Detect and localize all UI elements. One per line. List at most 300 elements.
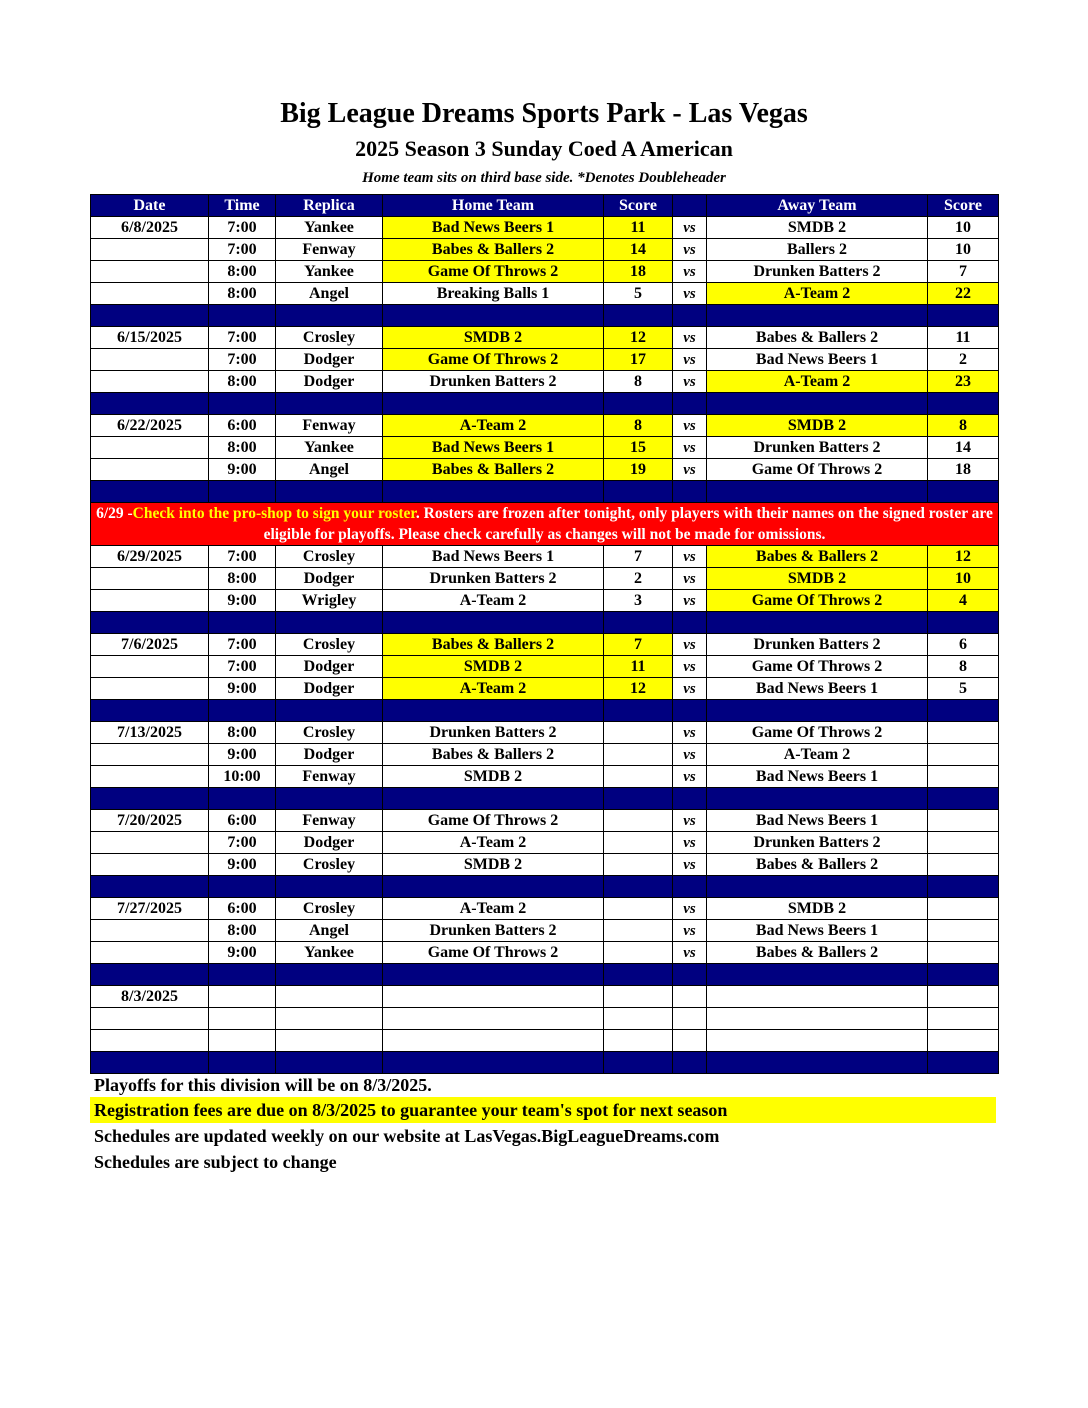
date-cell bbox=[91, 283, 209, 305]
separator-cell bbox=[383, 700, 604, 722]
separator-cell bbox=[707, 964, 928, 986]
replica-cell: Crosley bbox=[276, 634, 383, 656]
vs-cell: vs bbox=[673, 832, 707, 854]
away-score-cell: 22 bbox=[928, 283, 999, 305]
home-team-cell bbox=[383, 1030, 604, 1052]
home-score-cell: 14 bbox=[604, 239, 673, 261]
game-row bbox=[91, 459, 999, 481]
away-score-cell: 10 bbox=[928, 217, 999, 239]
vs-cell: vs bbox=[673, 546, 707, 568]
separator-cell bbox=[604, 393, 673, 415]
separator-cell bbox=[928, 393, 999, 415]
replica-cell: Crosley bbox=[276, 546, 383, 568]
home-score-cell: 12 bbox=[604, 327, 673, 349]
time-cell: 6:00 bbox=[209, 898, 276, 920]
home-score-cell bbox=[604, 1030, 673, 1052]
game-row bbox=[91, 810, 999, 832]
home-score-cell: 17 bbox=[604, 349, 673, 371]
website-note: Schedules are updated weekly on our website at LasVegas.BigLeagueDreams.com bbox=[94, 1126, 720, 1146]
away-team-cell: Bad News Beers 1 bbox=[707, 349, 928, 371]
separator-cell bbox=[707, 612, 928, 634]
vs-cell: vs bbox=[673, 459, 707, 481]
vs-cell: vs bbox=[673, 437, 707, 459]
separator-cell bbox=[91, 1052, 209, 1074]
separator-cell bbox=[91, 700, 209, 722]
schedule-table bbox=[90, 194, 999, 1074]
game-row bbox=[91, 239, 999, 261]
replica-cell: Fenway bbox=[276, 766, 383, 788]
subject-note: Schedules are subject to change bbox=[94, 1152, 337, 1172]
time-cell: 8:00 bbox=[209, 371, 276, 393]
away-score-cell bbox=[928, 1008, 999, 1030]
date-cell: 6/15/2025 bbox=[91, 327, 209, 349]
home-score-cell bbox=[604, 854, 673, 876]
separator-cell bbox=[673, 876, 707, 898]
vs-cell: vs bbox=[673, 656, 707, 678]
home-score-cell: 19 bbox=[604, 459, 673, 481]
home-team-cell: Game Of Throws 2 bbox=[383, 942, 604, 964]
vs-cell: vs bbox=[673, 568, 707, 590]
vs-cell: vs bbox=[673, 283, 707, 305]
away-team-cell: Game Of Throws 2 bbox=[707, 459, 928, 481]
away-score-cell: 8 bbox=[928, 415, 999, 437]
time-cell: 8:00 bbox=[209, 920, 276, 942]
home-team-cell: A-Team 2 bbox=[383, 832, 604, 854]
home-team-cell: Drunken Batters 2 bbox=[383, 371, 604, 393]
vs-cell bbox=[673, 1008, 707, 1030]
vs-cell bbox=[673, 1030, 707, 1052]
notice-text: . Rosters are frozen after tonight, only players with their names on the signed roster are eligible for playoffs. Please check carefully as changes will not be made for omissions. bbox=[263, 505, 993, 543]
column-header: Date bbox=[91, 195, 209, 217]
separator-cell bbox=[383, 876, 604, 898]
home-team-cell: Game Of Throws 2 bbox=[383, 349, 604, 371]
separator-cell bbox=[276, 393, 383, 415]
separator-cell bbox=[383, 612, 604, 634]
separator-cell bbox=[383, 1052, 604, 1074]
separator-cell bbox=[707, 481, 928, 503]
replica-cell: Fenway bbox=[276, 415, 383, 437]
separator-cell bbox=[928, 305, 999, 327]
home-team-cell: Babes & Ballers 2 bbox=[383, 634, 604, 656]
game-row bbox=[91, 349, 999, 371]
notice-prefix: 6/29 - bbox=[96, 505, 133, 522]
home-score-cell: 12 bbox=[604, 678, 673, 700]
week-separator bbox=[91, 964, 999, 986]
away-team-cell: Drunken Batters 2 bbox=[707, 437, 928, 459]
separator-cell bbox=[276, 876, 383, 898]
separator-cell bbox=[91, 788, 209, 810]
date-cell: 6/8/2025 bbox=[91, 217, 209, 239]
away-score-cell bbox=[928, 832, 999, 854]
vs-cell: vs bbox=[673, 239, 707, 261]
away-team-cell: Bad News Beers 1 bbox=[707, 766, 928, 788]
column-header: Score bbox=[928, 195, 999, 217]
date-cell bbox=[91, 1008, 209, 1030]
away-score-cell: 14 bbox=[928, 437, 999, 459]
home-team-cell: A-Team 2 bbox=[383, 898, 604, 920]
time-cell: 6:00 bbox=[209, 415, 276, 437]
replica-cell: Yankee bbox=[276, 217, 383, 239]
away-team-cell: Game Of Throws 2 bbox=[707, 656, 928, 678]
home-score-cell bbox=[604, 986, 673, 1008]
time-cell: 8:00 bbox=[209, 261, 276, 283]
game-row bbox=[91, 415, 999, 437]
time-cell: 8:00 bbox=[209, 568, 276, 590]
home-score-cell bbox=[604, 898, 673, 920]
home-score-cell bbox=[604, 832, 673, 854]
away-team-cell: Game Of Throws 2 bbox=[707, 590, 928, 612]
vs-cell: vs bbox=[673, 920, 707, 942]
date-cell bbox=[91, 678, 209, 700]
week-separator bbox=[91, 305, 999, 327]
date-cell bbox=[91, 437, 209, 459]
column-header bbox=[673, 195, 707, 217]
game-row bbox=[91, 920, 999, 942]
home-score-cell: 7 bbox=[604, 634, 673, 656]
game-row bbox=[91, 327, 999, 349]
date-cell bbox=[91, 744, 209, 766]
away-score-cell bbox=[928, 986, 999, 1008]
home-score-cell bbox=[604, 722, 673, 744]
home-score-cell: 11 bbox=[604, 217, 673, 239]
away-team-cell: A-Team 2 bbox=[707, 371, 928, 393]
away-score-cell: 2 bbox=[928, 349, 999, 371]
game-row bbox=[91, 437, 999, 459]
separator-cell bbox=[928, 964, 999, 986]
playoffs-note: Playoffs for this division will be on 8/3/2025. bbox=[94, 1075, 432, 1095]
replica-cell bbox=[276, 986, 383, 1008]
replica-cell: Fenway bbox=[276, 239, 383, 261]
game-row bbox=[91, 656, 999, 678]
column-header: Home Team bbox=[383, 195, 604, 217]
home-team-cell: Game Of Throws 2 bbox=[383, 261, 604, 283]
time-cell: 7:00 bbox=[209, 217, 276, 239]
separator-cell bbox=[673, 393, 707, 415]
replica-cell: Crosley bbox=[276, 854, 383, 876]
game-row bbox=[91, 678, 999, 700]
away-score-cell bbox=[928, 1030, 999, 1052]
separator-cell bbox=[673, 612, 707, 634]
time-cell: 7:00 bbox=[209, 349, 276, 371]
separator-cell bbox=[928, 876, 999, 898]
replica-cell: Yankee bbox=[276, 261, 383, 283]
home-team-cell: Bad News Beers 1 bbox=[383, 546, 604, 568]
separator-cell bbox=[209, 305, 276, 327]
game-row bbox=[91, 590, 999, 612]
away-team-cell: Babes & Ballers 2 bbox=[707, 327, 928, 349]
separator-cell bbox=[209, 1052, 276, 1074]
time-cell: 8:00 bbox=[209, 437, 276, 459]
away-team-cell bbox=[707, 1030, 928, 1052]
game-row bbox=[91, 634, 999, 656]
home-team-cell: Babes & Ballers 2 bbox=[383, 459, 604, 481]
separator-cell bbox=[673, 305, 707, 327]
separator-cell bbox=[91, 876, 209, 898]
separator-cell bbox=[673, 964, 707, 986]
home-team-cell: Drunken Batters 2 bbox=[383, 568, 604, 590]
separator-cell bbox=[276, 305, 383, 327]
separator-cell bbox=[209, 481, 276, 503]
time-cell: 7:00 bbox=[209, 327, 276, 349]
away-score-cell: 8 bbox=[928, 656, 999, 678]
week-separator bbox=[91, 612, 999, 634]
away-score-cell bbox=[928, 854, 999, 876]
vs-cell: vs bbox=[673, 415, 707, 437]
separator-cell bbox=[604, 305, 673, 327]
time-cell: 8:00 bbox=[209, 283, 276, 305]
replica-cell: Angel bbox=[276, 920, 383, 942]
date-cell bbox=[91, 239, 209, 261]
replica-cell: Angel bbox=[276, 283, 383, 305]
roster-notice-row bbox=[91, 503, 999, 546]
time-cell bbox=[209, 1030, 276, 1052]
page-subtitle: 2025 Season 3 Sunday Coed A American bbox=[355, 136, 733, 161]
away-team-cell: Babes & Ballers 2 bbox=[707, 854, 928, 876]
replica-cell: Yankee bbox=[276, 942, 383, 964]
away-score-cell: 10 bbox=[928, 239, 999, 261]
time-cell: 7:00 bbox=[209, 832, 276, 854]
week-separator bbox=[91, 1052, 999, 1074]
replica-cell: Dodger bbox=[276, 744, 383, 766]
separator-cell bbox=[209, 876, 276, 898]
separator-cell bbox=[383, 481, 604, 503]
replica-cell: Dodger bbox=[276, 371, 383, 393]
week-separator bbox=[91, 700, 999, 722]
date-cell bbox=[91, 1030, 209, 1052]
separator-cell bbox=[209, 788, 276, 810]
home-score-cell: 8 bbox=[604, 415, 673, 437]
away-score-cell bbox=[928, 942, 999, 964]
date-cell: 7/6/2025 bbox=[91, 634, 209, 656]
separator-cell bbox=[383, 964, 604, 986]
home-team-cell: A-Team 2 bbox=[383, 415, 604, 437]
vs-cell: vs bbox=[673, 590, 707, 612]
separator-cell bbox=[928, 612, 999, 634]
time-cell: 9:00 bbox=[209, 744, 276, 766]
vs-cell: vs bbox=[673, 327, 707, 349]
vs-cell: vs bbox=[673, 371, 707, 393]
home-team-cell: Babes & Ballers 2 bbox=[383, 239, 604, 261]
home-team-note: Home team sits on third base side. *Denotes Doubleheader bbox=[362, 170, 726, 186]
separator-cell bbox=[604, 612, 673, 634]
replica-cell: Yankee bbox=[276, 437, 383, 459]
home-score-cell bbox=[604, 744, 673, 766]
game-row bbox=[91, 283, 999, 305]
away-team-cell: SMDB 2 bbox=[707, 898, 928, 920]
vs-cell: vs bbox=[673, 810, 707, 832]
game-row bbox=[91, 986, 999, 1008]
date-cell bbox=[91, 261, 209, 283]
away-score-cell: 23 bbox=[928, 371, 999, 393]
date-cell: 6/22/2025 bbox=[91, 415, 209, 437]
date-cell: 7/13/2025 bbox=[91, 722, 209, 744]
separator-cell bbox=[928, 788, 999, 810]
date-cell bbox=[91, 832, 209, 854]
date-cell: 7/20/2025 bbox=[91, 810, 209, 832]
table-header-row bbox=[91, 195, 999, 217]
away-score-cell bbox=[928, 744, 999, 766]
home-team-cell: SMDB 2 bbox=[383, 766, 604, 788]
separator-cell bbox=[604, 876, 673, 898]
replica-cell: Crosley bbox=[276, 898, 383, 920]
date-cell bbox=[91, 656, 209, 678]
vs-cell: vs bbox=[673, 898, 707, 920]
game-row bbox=[91, 217, 999, 239]
home-score-cell: 5 bbox=[604, 283, 673, 305]
home-team-cell: Babes & Ballers 2 bbox=[383, 744, 604, 766]
time-cell: 7:00 bbox=[209, 546, 276, 568]
notice-highlight: Check into the pro-shop to sign your roster bbox=[132, 505, 416, 522]
time-cell: 9:00 bbox=[209, 942, 276, 964]
home-team-cell: Drunken Batters 2 bbox=[383, 920, 604, 942]
separator-cell bbox=[707, 393, 928, 415]
home-team-cell: SMDB 2 bbox=[383, 327, 604, 349]
game-row bbox=[91, 766, 999, 788]
separator-cell bbox=[91, 612, 209, 634]
separator-cell bbox=[604, 788, 673, 810]
home-score-cell bbox=[604, 766, 673, 788]
game-row bbox=[91, 546, 999, 568]
separator-cell bbox=[604, 700, 673, 722]
replica-cell: Dodger bbox=[276, 656, 383, 678]
home-team-cell: Breaking Balls 1 bbox=[383, 283, 604, 305]
time-cell: 7:00 bbox=[209, 656, 276, 678]
separator-cell bbox=[928, 1052, 999, 1074]
separator-cell bbox=[673, 700, 707, 722]
time-cell bbox=[209, 1008, 276, 1030]
separator-cell bbox=[209, 612, 276, 634]
column-header: Time bbox=[209, 195, 276, 217]
separator-cell bbox=[276, 612, 383, 634]
time-cell: 7:00 bbox=[209, 239, 276, 261]
time-cell: 9:00 bbox=[209, 590, 276, 612]
week-separator bbox=[91, 788, 999, 810]
schedule-body bbox=[91, 217, 999, 1074]
away-team-cell: Game Of Throws 2 bbox=[707, 722, 928, 744]
separator-cell bbox=[276, 700, 383, 722]
separator-cell bbox=[209, 393, 276, 415]
away-team-cell: Babes & Ballers 2 bbox=[707, 546, 928, 568]
home-score-cell bbox=[604, 810, 673, 832]
column-header: Replica bbox=[276, 195, 383, 217]
home-team-cell: A-Team 2 bbox=[383, 590, 604, 612]
separator-cell bbox=[604, 481, 673, 503]
away-team-cell: SMDB 2 bbox=[707, 415, 928, 437]
replica-cell: Wrigley bbox=[276, 590, 383, 612]
separator-cell bbox=[91, 481, 209, 503]
replica-cell: Dodger bbox=[276, 832, 383, 854]
separator-cell bbox=[209, 964, 276, 986]
away-team-cell bbox=[707, 1008, 928, 1030]
time-cell bbox=[209, 986, 276, 1008]
separator-cell bbox=[673, 1052, 707, 1074]
replica-cell bbox=[276, 1008, 383, 1030]
time-cell: 8:00 bbox=[209, 722, 276, 744]
game-row bbox=[91, 261, 999, 283]
date-cell bbox=[91, 349, 209, 371]
game-row bbox=[91, 942, 999, 964]
roster-notice bbox=[91, 503, 999, 546]
home-team-cell bbox=[383, 1008, 604, 1030]
home-team-cell: Game Of Throws 2 bbox=[383, 810, 604, 832]
replica-cell: Crosley bbox=[276, 722, 383, 744]
home-score-cell: 7 bbox=[604, 546, 673, 568]
separator-cell bbox=[707, 1052, 928, 1074]
vs-cell: vs bbox=[673, 349, 707, 371]
separator-cell bbox=[928, 481, 999, 503]
vs-cell: vs bbox=[673, 261, 707, 283]
away-score-cell: 4 bbox=[928, 590, 999, 612]
time-cell: 9:00 bbox=[209, 678, 276, 700]
separator-cell bbox=[604, 1052, 673, 1074]
vs-cell: vs bbox=[673, 634, 707, 656]
home-score-cell: 15 bbox=[604, 437, 673, 459]
vs-cell bbox=[673, 986, 707, 1008]
page-title: Big League Dreams Sports Park - Las Vegas bbox=[280, 98, 808, 129]
away-score-cell bbox=[928, 722, 999, 744]
home-team-cell: Bad News Beers 1 bbox=[383, 437, 604, 459]
away-team-cell: SMDB 2 bbox=[707, 217, 928, 239]
game-row bbox=[91, 568, 999, 590]
away-score-cell: 5 bbox=[928, 678, 999, 700]
game-row bbox=[91, 1008, 999, 1030]
separator-cell bbox=[209, 700, 276, 722]
away-team-cell: A-Team 2 bbox=[707, 744, 928, 766]
game-row bbox=[91, 854, 999, 876]
date-cell: 8/3/2025 bbox=[91, 986, 209, 1008]
away-score-cell bbox=[928, 898, 999, 920]
away-score-cell bbox=[928, 920, 999, 942]
away-team-cell: Bad News Beers 1 bbox=[707, 810, 928, 832]
away-score-cell: 10 bbox=[928, 568, 999, 590]
time-cell: 10:00 bbox=[209, 766, 276, 788]
separator-cell bbox=[707, 876, 928, 898]
away-score-cell: 12 bbox=[928, 546, 999, 568]
date-cell bbox=[91, 371, 209, 393]
column-header: Score bbox=[604, 195, 673, 217]
separator-cell bbox=[604, 964, 673, 986]
game-row bbox=[91, 744, 999, 766]
game-row bbox=[91, 898, 999, 920]
away-team-cell: A-Team 2 bbox=[707, 283, 928, 305]
vs-cell: vs bbox=[673, 722, 707, 744]
away-score-cell: 6 bbox=[928, 634, 999, 656]
away-score-cell: 11 bbox=[928, 327, 999, 349]
replica-cell: Dodger bbox=[276, 349, 383, 371]
week-separator bbox=[91, 393, 999, 415]
separator-cell bbox=[383, 393, 604, 415]
separator-cell bbox=[707, 788, 928, 810]
date-cell bbox=[91, 568, 209, 590]
game-row bbox=[91, 371, 999, 393]
vs-cell: vs bbox=[673, 854, 707, 876]
vs-cell: vs bbox=[673, 942, 707, 964]
separator-cell bbox=[707, 305, 928, 327]
replica-cell: Angel bbox=[276, 459, 383, 481]
separator-cell bbox=[91, 305, 209, 327]
away-team-cell: Bad News Beers 1 bbox=[707, 920, 928, 942]
away-team-cell: Drunken Batters 2 bbox=[707, 261, 928, 283]
separator-cell bbox=[276, 1052, 383, 1074]
game-row bbox=[91, 832, 999, 854]
registration-note: Registration fees are due on 8/3/2025 to guarantee your team's spot for next season bbox=[90, 1097, 996, 1123]
replica-cell: Crosley bbox=[276, 327, 383, 349]
separator-cell bbox=[673, 481, 707, 503]
away-team-cell: Bad News Beers 1 bbox=[707, 678, 928, 700]
home-team-cell bbox=[383, 986, 604, 1008]
home-team-cell: A-Team 2 bbox=[383, 678, 604, 700]
home-team-cell: Bad News Beers 1 bbox=[383, 217, 604, 239]
